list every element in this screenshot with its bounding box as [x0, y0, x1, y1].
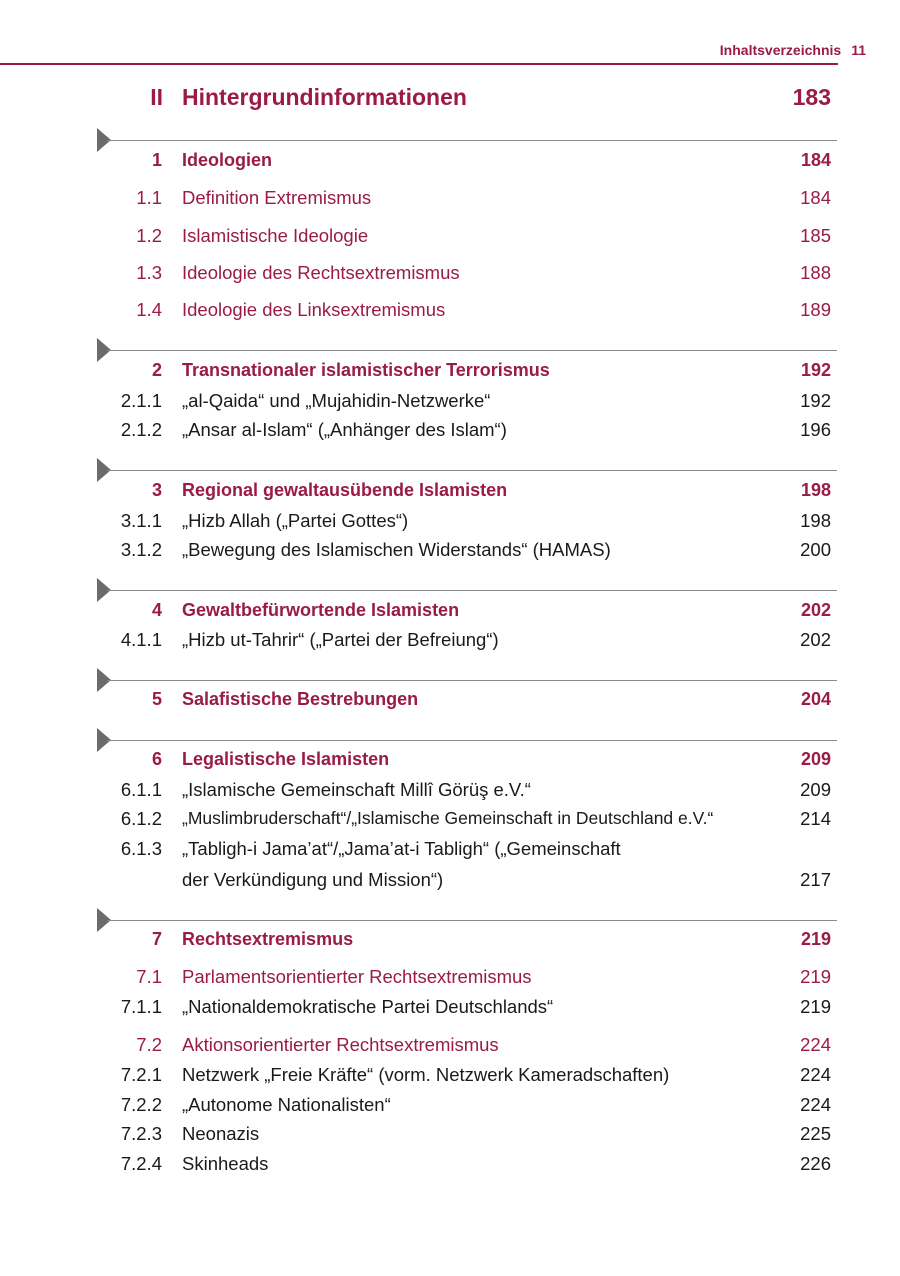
entry-number: 7.1 [136, 966, 162, 987]
entry-number: 7.2 [136, 1034, 162, 1055]
entry-title: „Tabligh-i Jama’at“/„Jama’at-i Tabligh“ („Gemeinschaft [182, 838, 621, 859]
entry-page: 188 [800, 262, 831, 283]
header-rule [0, 63, 838, 65]
entry-title: Definition Extremismus [182, 187, 372, 208]
entry-number: 6.1.3 [120, 838, 162, 859]
toc-entry-subsection-continued[interactable] [0, 869, 900, 895]
entry-number: 4.1.1 [120, 629, 162, 650]
part-number: II [150, 84, 163, 110]
toc-entry-section[interactable] [0, 299, 900, 325]
toc-entry-chapter[interactable] [0, 150, 900, 176]
entry-page: 219 [800, 996, 831, 1017]
entry-title: Neonazis [182, 1123, 260, 1144]
divider-line [107, 590, 837, 591]
entry-number: 1.4 [136, 299, 162, 320]
entry-title: „al-Qaida“ und „Mujahidin-Netzwerke“ [182, 390, 491, 411]
entry-number: 7 [151, 929, 162, 949]
entry-title: Regional gewaltausübende Islamisten [182, 480, 508, 500]
entry-title: „Islamische Gemeinschaft Millî Görüş e.V.“ [182, 779, 531, 800]
entry-page: 209 [800, 749, 831, 769]
entry-number: 4 [151, 600, 162, 620]
entry-number: 3 [151, 480, 162, 500]
entry-number: 6.1.2 [120, 808, 162, 829]
entry-number: 7.1.1 [120, 996, 162, 1017]
toc-entry-chapter[interactable] [0, 749, 900, 775]
toc-entry-subsection[interactable] [0, 808, 900, 834]
entry-title: Parlamentsorientierter Rechtsextremismus [182, 966, 532, 987]
toc-entry-section[interactable] [0, 262, 900, 288]
toc-entry-subsection[interactable] [0, 510, 900, 536]
entry-page: 225 [800, 1123, 831, 1144]
toc-entry-subsection[interactable] [0, 779, 900, 805]
entry-page: 219 [800, 929, 831, 949]
entry-title: der Verkündigung und Mission“) [182, 869, 444, 890]
toc-entry-subsection[interactable] [0, 1094, 900, 1120]
part-heading [0, 84, 831, 116]
toc-entry-chapter[interactable] [0, 929, 900, 955]
divider-line [107, 140, 837, 141]
entry-number: 7.2.2 [120, 1094, 162, 1115]
entry-number: 2.1.1 [120, 390, 162, 411]
toc-entry-chapter[interactable] [0, 600, 900, 626]
entry-page: 192 [800, 360, 831, 380]
toc-entry-subsection[interactable] [0, 1153, 900, 1179]
entry-title: „Bewegung des Islamischen Widerstands“ (HAMAS) [182, 539, 611, 560]
entry-page: 224 [800, 1094, 831, 1115]
entry-page: 202 [800, 629, 831, 650]
entry-title: Legalistische Islamisten [182, 749, 390, 769]
entry-page: 209 [800, 779, 831, 800]
entry-title: „Hizb ut-Tahrir“ („Partei der Befreiung“) [182, 629, 499, 650]
entry-page: 198 [800, 480, 831, 500]
entry-number: 2.1.2 [120, 419, 162, 440]
entry-title: „Ansar al-Islam“ („Anhänger des Islam“) [182, 419, 507, 440]
entry-title: Ideologien [182, 150, 272, 170]
divider-line [107, 740, 837, 741]
entry-number: 3.1.1 [120, 510, 162, 531]
entry-title: „Hizb Allah („Partei Gottes“) [182, 510, 409, 531]
entry-title: Ideologie des Linksextremismus [182, 299, 446, 320]
entry-number: 5 [151, 689, 162, 709]
part-page: 183 [792, 84, 831, 110]
entry-title: Salafistische Bestrebungen [182, 689, 419, 709]
entry-title: „Nationaldemokratische Partei Deutschlands“ [182, 996, 554, 1017]
running-head [720, 42, 866, 58]
entry-page: 224 [800, 1064, 831, 1085]
entry-number: 7.2.3 [120, 1123, 162, 1144]
entry-number: 1.1 [136, 187, 162, 208]
entry-page: 189 [800, 299, 831, 320]
entry-page: 217 [800, 869, 831, 890]
divider-line [107, 920, 837, 921]
running-head-title: Inhaltsverzeichnis [719, 42, 842, 58]
entry-number: 2 [151, 360, 162, 380]
entry-title: „Autonome Nationalisten“ [182, 1094, 391, 1115]
running-head-page-number: 11 [851, 42, 866, 58]
entry-title: Transnationaler islamistischer Terrorismus [182, 360, 550, 380]
entry-title: „Muslimbruderschaft“/„Islamische Gemeinschaft in Deutschland e.V.“ [182, 808, 714, 828]
toc-entry-subsection[interactable] [0, 1123, 900, 1149]
entry-page: 185 [800, 225, 831, 246]
entry-number: 7.2.4 [120, 1153, 162, 1174]
entry-title: Ideologie des Rechtsextremismus [182, 262, 460, 283]
toc-entry-subsection[interactable] [0, 1064, 900, 1090]
entry-number: 1 [151, 150, 162, 170]
entry-page: 200 [800, 539, 831, 560]
entry-number: 7.2.1 [120, 1064, 162, 1085]
toc-entry-subsection[interactable] [0, 838, 900, 864]
entry-number: 6.1.1 [120, 779, 162, 800]
toc-entry-chapter[interactable] [0, 360, 900, 386]
entry-page: 184 [800, 150, 831, 170]
entry-title: Gewaltbefürwortende Islamisten [182, 600, 460, 620]
entry-page: 224 [800, 1034, 831, 1055]
toc-entry-section[interactable] [0, 225, 900, 251]
entry-page: 226 [800, 1153, 831, 1174]
toc-entry-chapter[interactable] [0, 689, 900, 715]
entry-page: 204 [800, 689, 831, 709]
entry-page: 219 [800, 966, 831, 987]
entry-title: Skinheads [182, 1153, 269, 1174]
entry-page: 192 [800, 390, 831, 411]
toc-entry-subsection[interactable] [0, 390, 900, 416]
entry-title: Islamistische Ideologie [182, 225, 369, 246]
toc-entry-subsection[interactable] [0, 539, 900, 565]
entry-page: 196 [800, 419, 831, 440]
divider-line [107, 350, 837, 351]
entry-number: 3.1.2 [120, 539, 162, 560]
toc-entry-subsection[interactable] [0, 629, 900, 655]
entry-number: 1.3 [136, 262, 162, 283]
entry-page: 202 [800, 600, 831, 620]
toc-entry-section[interactable] [0, 966, 900, 992]
entry-title: Aktionsorientierter Rechtsextremismus [182, 1034, 499, 1055]
toc-entry-section[interactable] [0, 1034, 900, 1060]
entry-title: Netzwerk „Freie Kräfte“ (vorm. Netzwerk Kameradschaften) [182, 1064, 670, 1085]
entry-page: 198 [800, 510, 831, 531]
toc-entry-subsection[interactable] [0, 419, 900, 445]
entry-number: 6 [151, 749, 162, 769]
entry-title: Rechtsextremismus [182, 929, 354, 949]
divider-line [107, 680, 837, 681]
entry-page: 214 [800, 808, 831, 829]
toc-entry-section[interactable] [0, 187, 900, 213]
entry-number: 1.2 [136, 225, 162, 246]
entry-page: 184 [800, 187, 831, 208]
part-title: Hintergrundinformationen [182, 84, 467, 110]
toc-entry-subsection[interactable] [0, 996, 900, 1022]
divider-line [107, 470, 837, 471]
toc-entry-chapter[interactable] [0, 480, 900, 506]
